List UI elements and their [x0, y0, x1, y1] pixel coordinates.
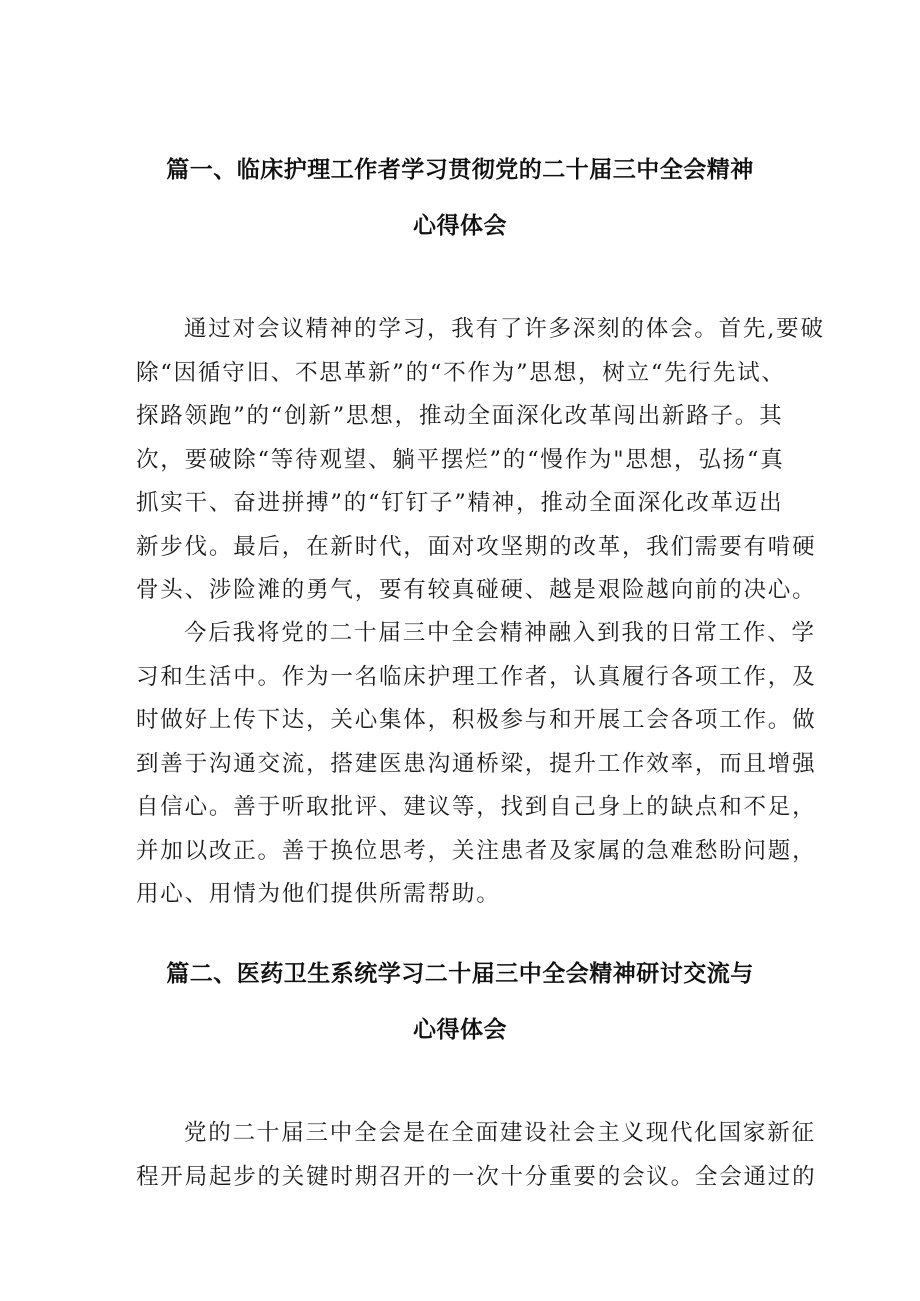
paragraph-line: 党的二十届三中全会是在全面建设社会主义现代化国家新征	[184, 1120, 816, 1146]
paragraph-line: 次，要破除“等待观望、躺平摆烂”的“慢作为"思想，弘扬“真	[136, 446, 785, 473]
paragraph-line: 到善于沟通交流，搭建医患沟通桥梁，提升工作效率，而且增强	[136, 750, 817, 777]
paragraph-line: 除“因循守旧、不思革新”的“不作为”思想，树立“先行先试、	[136, 359, 786, 386]
paragraph-line: 抓实干、奋进拼搏”的“钉钉子”精神，推动全面深化改革迈出	[136, 490, 784, 516]
paragraph-line: 并加以改正。善于换位思考，关注患者及家属的急难愁盼问题，	[136, 837, 817, 864]
paragraph-line: 用心、用情为他们提供所需帮助。	[136, 881, 501, 907]
section1-paragraph-1	[136, 308, 825, 613]
paragraph-line: 通过对会议精神的学习，我有了许多深刻的体会。首先,要破	[184, 316, 825, 342]
paragraph-line: 习和生活中。作为一名临床护理工作者，认真履行各项工作，及	[136, 663, 817, 690]
paragraph-line: 自信心。善于听取批评、建议等，找到自己身上的缺点和不足，	[136, 794, 817, 820]
section2-paragraph-1	[136, 1112, 817, 1199]
paragraph-line: 探路领跑”的“创新”思想，推动全面深化改革闯出新路子。其	[136, 403, 784, 429]
paragraph-line: 新步伐。最后，在新时代，面对攻坚期的改革，我们需要有啃硬	[136, 533, 817, 560]
section1-paragraph-2	[136, 612, 817, 917]
section1-title-line2: 心得体会	[413, 213, 507, 239]
paragraph-line: 今后我将党的二十届三中全会精神融入到我的日常工作、学	[184, 620, 816, 646]
section1-title-line1: 篇一、临床护理工作者学习贯彻党的二十届三中全会精神	[166, 157, 754, 183]
section2-title-line2: 心得体会	[413, 1017, 507, 1043]
paragraph-line: 时做好上传下达，关心集体，积极参与和开展工会各项工作。做	[136, 707, 817, 733]
section2-title-line1: 篇二、医药卫生系统学习二十届三中全会精神研讨交流与	[166, 961, 754, 987]
paragraph-line: 程开局起步的关键时期召开的一次十分重要的会议。全会通过的	[136, 1163, 817, 1190]
paragraph-line: 骨头、涉险滩的勇气，要有较真碰硬、越是艰险越向前的决心。	[136, 577, 817, 603]
